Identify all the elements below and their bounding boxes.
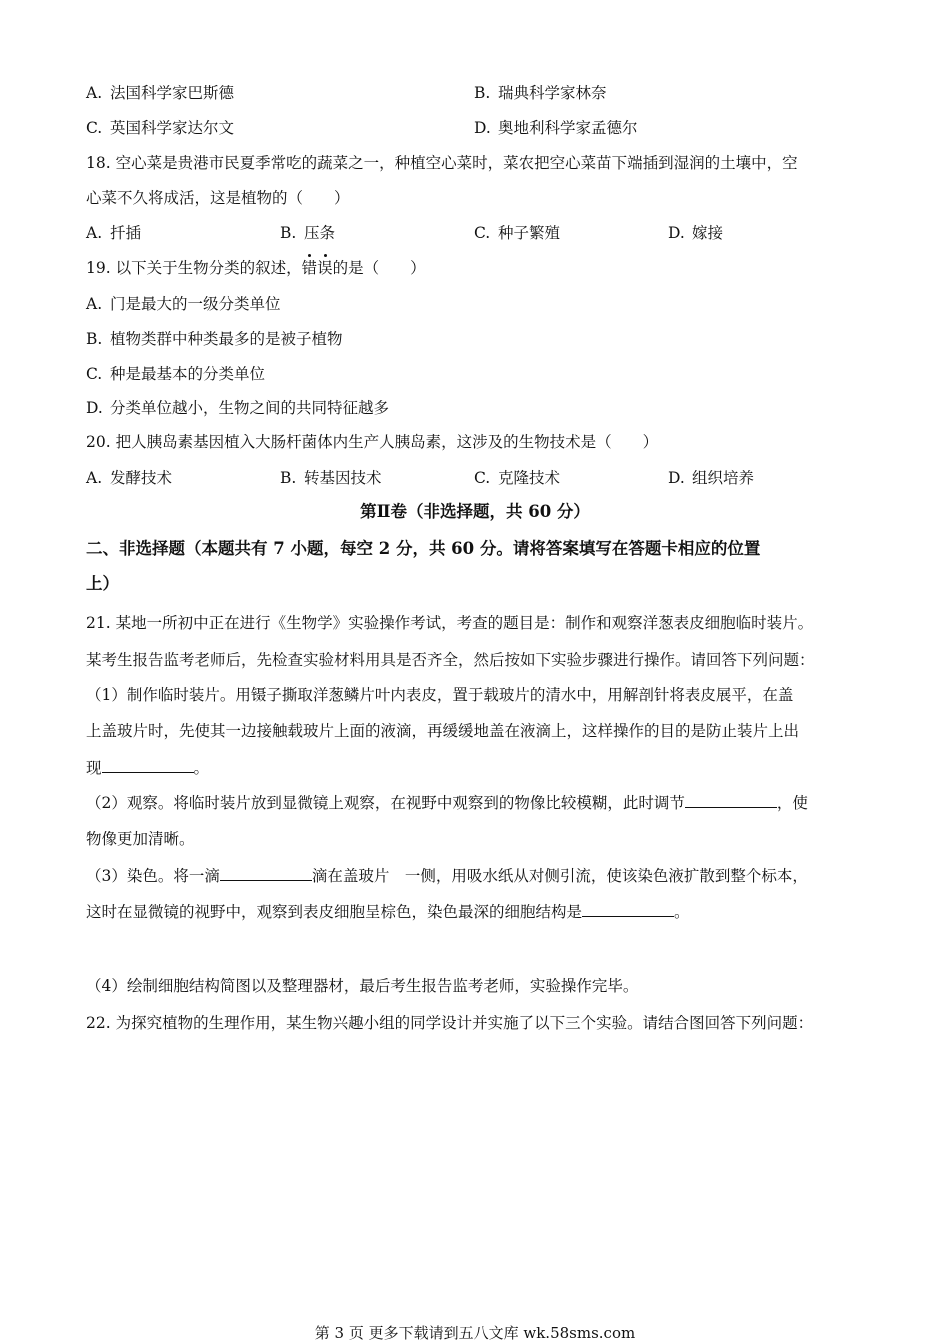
option-text: 植物类群中种类最多的是被子植物: [110, 330, 343, 348]
q21-part3-line2: [86, 901, 690, 923]
option-letter: A.: [86, 469, 103, 487]
option-letter: B.: [280, 469, 297, 487]
option-text: 发酵技术: [110, 469, 173, 487]
q20-option-d: [668, 467, 754, 489]
option-text: 法国科学家巴斯德: [110, 84, 235, 102]
answer-blank-1[interactable]: [102, 758, 194, 773]
option-letter: C.: [86, 119, 103, 137]
option-text: 种子繁殖: [498, 224, 561, 242]
q19-option-d: [86, 397, 389, 419]
option-letter: B.: [280, 224, 297, 242]
q21-part1-line1: （1）制作临时装片。用镊子撕取洋葱鳞片叶内表皮，置于载玻片的清水中，用解剖针将表皮展平，在盖: [86, 686, 794, 704]
option-text: 转基因技术: [304, 469, 382, 487]
text-before-blank: 这时在显微镜的视野中，观察到表皮细胞呈棕色，染色最深的细胞结构是: [86, 903, 583, 921]
option-text: 瑞典科学家林奈: [498, 84, 607, 102]
text-before-blank: （2）观察。将临时装片放到显微镜上观察，在视野中观察到的物像比较模糊，此时调节: [86, 794, 685, 812]
q18-option-c: [474, 222, 560, 244]
answer-blank-3[interactable]: [220, 866, 312, 881]
option-text: 奥地利科学家孟德尔: [498, 119, 638, 137]
answer-blank-2[interactable]: [685, 793, 777, 808]
part2-heading-line2: 上）: [86, 574, 119, 593]
q19-option-b: [86, 328, 343, 350]
q19-emphasis-text: 错误: [301, 259, 333, 277]
text-before-blank: 现: [86, 759, 102, 777]
q20-option-b: [280, 467, 382, 489]
option-letter: B.: [86, 330, 103, 348]
option-letter: D.: [668, 469, 685, 487]
q18-stem-line2: 心菜不久将成活，这是植物的（ ）: [86, 189, 350, 207]
text-before-blank: （3）染色。将一滴: [86, 867, 220, 885]
option-text: 种是最基本的分类单位: [110, 365, 266, 383]
q21-part4: （4）绘制细胞结构简图以及整理器材，最后考生报告监考老师，实验操作完毕。: [86, 977, 639, 995]
q17-option-b: [474, 82, 607, 104]
option-letter: A.: [86, 84, 103, 102]
q17-option-a: [86, 82, 234, 104]
q19-stem-before: 19. 以下关于生物分类的叙述，: [86, 259, 302, 277]
q19-stem: [86, 257, 426, 279]
q21-part2-line2: 物像更加清晰。: [86, 830, 195, 848]
q18-stem-line1: 18. 空心菜是贵港市民夏季常吃的蔬菜之一，种植空心菜时，菜农把空心菜苗下端插到湿润的土壤中，空: [86, 154, 798, 172]
option-letter: B.: [474, 84, 491, 102]
q18-option-b: [280, 222, 335, 244]
option-letter: C.: [86, 365, 103, 383]
option-text: 组织培养: [692, 469, 755, 487]
option-letter: A.: [86, 295, 103, 313]
q18-option-a: [86, 222, 141, 244]
q21-part1-line2: 上盖玻片时，先使其一边接触载玻片上面的液滴，再缓缓地盖在液滴上，这样操作的目的是防止装片上出: [86, 722, 800, 740]
q22-stem: 22. 为探究植物的生理作用，某生物兴趣小组的同学设计并实施了以下三个实验。请结合图回答下列问题：: [86, 1014, 814, 1032]
text-after-blank: 。: [674, 903, 690, 921]
q21-part1-line3: [86, 757, 209, 779]
text-after-blank: ，使: [776, 794, 808, 812]
q20-stem: 20. 把人胰岛素基因植入大肠杆菌体内生产人胰岛素，这涉及的生物技术是（ ）: [86, 433, 659, 451]
option-letter: D.: [474, 119, 491, 137]
option-text: 克隆技术: [498, 469, 561, 487]
option-letter: C.: [474, 224, 491, 242]
q21-line2: 某考生报告监考老师后，先检查实验材料用具是否齐全，然后按如下实验步骤进行操作。请回答下列问题：: [86, 651, 815, 669]
option-text: 分类单位越小，生物之间的共同特征越多: [110, 399, 390, 417]
q19-stem-after: 的是（ ）: [332, 259, 426, 277]
option-letter: C.: [474, 469, 491, 487]
option-text: 压条: [304, 224, 336, 242]
part2-heading-line1: 二、非选择题（本题共有 7 小题，每空 2 分，共 60 分。请将答案填写在答题卡相应的位置: [86, 539, 761, 558]
option-letter: D.: [668, 224, 685, 242]
q20-option-c: [474, 467, 560, 489]
option-text: 英国科学家达尔文: [110, 119, 235, 137]
text-after-blank: 。: [193, 759, 210, 777]
q18-option-d: [668, 222, 723, 244]
q21-line1: 21. 某地一所初中正在进行《生物学》实验操作考试，考查的题目是：制作和观察洋葱表皮细胞临时装片。: [86, 614, 814, 632]
option-text: 扦插: [110, 224, 142, 242]
option-text: 嫁接: [692, 224, 724, 242]
option-letter: D.: [86, 399, 103, 417]
part2-title: 第Ⅱ卷（非选择题，共 60 分）: [360, 502, 590, 521]
q19-option-c: [86, 363, 265, 385]
q21-part2-line1: [86, 792, 808, 814]
option-letter: A.: [86, 224, 103, 242]
page-footer: 第 3 页 更多下载请到五八文库 wk.58sms.com: [314, 1324, 636, 1342]
q17-option-d: [474, 117, 638, 139]
option-text: 门是最大的一级分类单位: [110, 295, 281, 313]
q21-part3-line1: [86, 865, 808, 887]
q19-option-a: [86, 293, 281, 315]
text-after-blank: 滴在盖玻片 一侧，用吸水纸从对侧引流，使该染色液扩散到整个标本，: [311, 867, 808, 885]
answer-blank-4[interactable]: [582, 902, 674, 917]
q17-option-c: [86, 117, 234, 139]
q20-option-a: [86, 467, 172, 489]
